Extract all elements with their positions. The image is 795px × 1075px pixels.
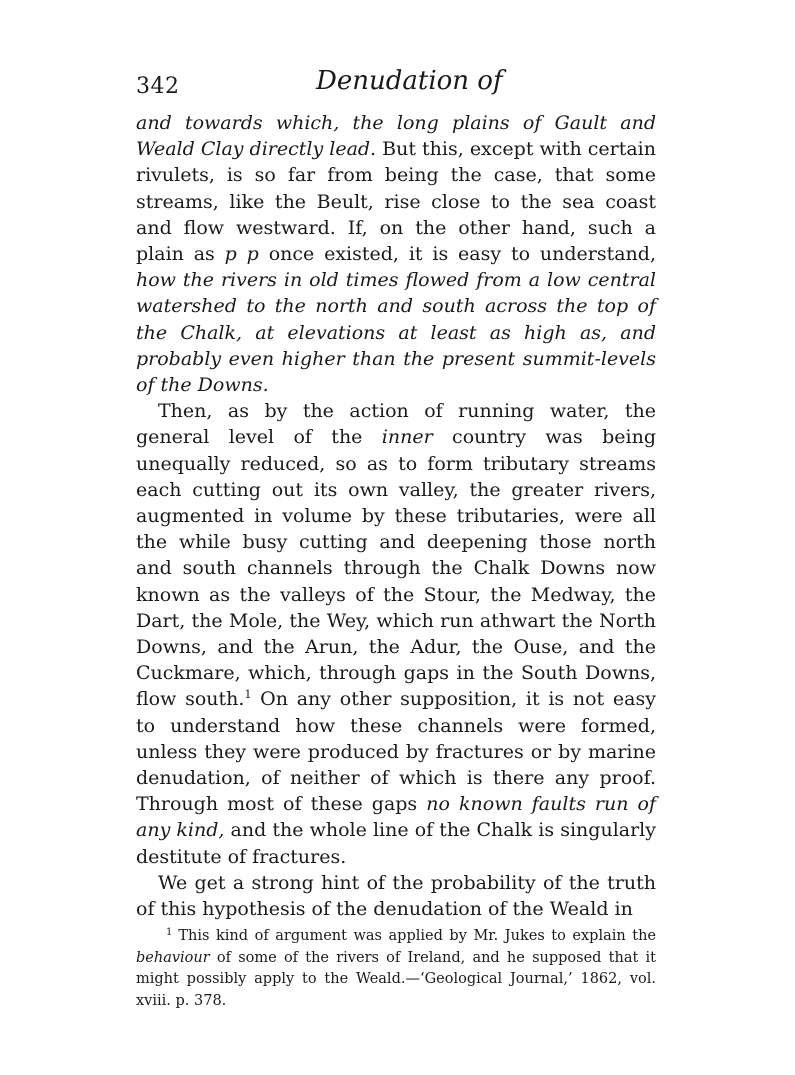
p2-italic-inner: inner [381,426,433,449]
paragraph-3 [136,870,656,922]
p3-text: We get a strong hint of the probability of the truth of this hypothesis of the denudation of the Weald in [136,871,656,921]
p2-text-b: country was being unequally reduced, so as to form tributary streams each cutting out its own valley, the greater rivers, augmented in volume by these tributaries, were all the while busy cutting and deepening those north and south channels through the Chalk Downs now known as the valleys of the Stour, the Medway, the Dart, the Mole, the Wey, which run athwart the North Downs, and the Arun, the Adur, the Ouse, and the Cuckmare, which, through gaps in the South Downs, flow south. [136,426,656,711]
footnote-text-a: This kind of argument was applied by Mr. Jukes to explain the [178,928,656,944]
p1-text-b: once existed, it is easy to understand, [258,243,656,266]
p2-text-d: and the whole line of the Chalk is singularly destitute of fractures. [136,819,656,868]
footnote-text-b: of some of the rivers of Ireland, and he supposed that it might possibly apply to the Weald.—‘Geological Journal,’ 1862, vol. xviii. p. 378. [136,949,656,1009]
p2-text-a: Then, as by the action of running water, the general level of the [136,400,656,449]
p1-text-a: But this, except with certain rivulets, is so far from being the case, that some streams, like the Beult, rise close to the sea coast and flow westward. If, on the other hand, such a plain as [136,138,656,266]
body-text [136,110,656,922]
p1-italic-rivers: how the rivers in old times flowed from a low central watershed to the north and south across the top of the Chalk, at elevations at least as high as, and probably even higher than the present summit-levels of the Downs. [136,269,656,397]
p2-italic-faults: no known faults run of any kind, [136,793,657,842]
footnote-italic-behaviour: behaviour [136,949,210,966]
p1-italic-pp: p p [224,243,259,266]
footnote-text [136,926,656,1012]
paragraph-1 [136,110,656,398]
p2-text-c: On any other supposition, it is not easy to understand how these channels were formed, unless they were produced by fractures or by marine denudation, of neither of which is there any proof. Through most of these gaps [136,688,656,816]
p1-italic-clause: and towards which, the long plains of Gault and Weald Clay directly lead. [136,112,656,161]
footnote [136,926,656,1012]
page-header [136,64,656,104]
running-head: Denudation of [316,66,503,96]
footnote-mark: 1 [166,927,173,938]
paragraph-2 [136,398,656,870]
page-number: 342 [136,74,180,99]
footnote-reference[interactable]: 1 [244,688,252,702]
